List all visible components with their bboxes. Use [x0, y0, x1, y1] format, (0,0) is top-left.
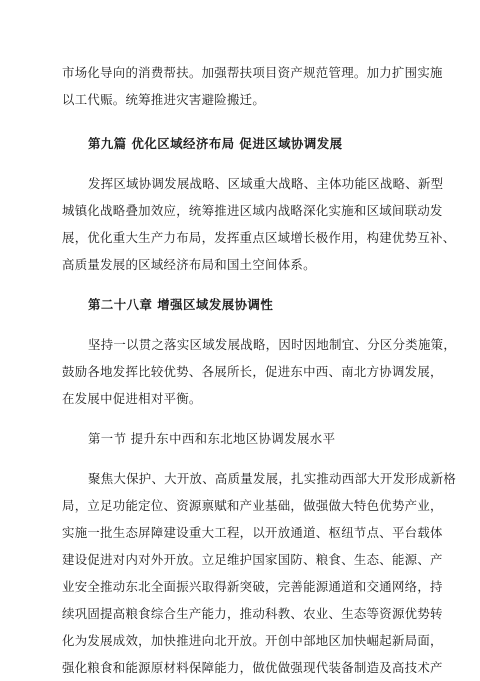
text-line: 化为发展成效，加快推进向北开放。开创中部地区加快崛起新局面， — [62, 633, 443, 648]
text-line: 业安全推动东北全面振兴取得新突破，完善能源通道和交通网络，持 — [62, 579, 443, 594]
intro-paragraph — [62, 59, 443, 113]
chapter-paragraph — [62, 331, 457, 412]
part-paragraph — [62, 170, 456, 278]
text-line: 聚焦大保护、大开放、高质量发展，扎实推动西部大开发形成新格 — [88, 471, 457, 486]
text-line: 强化粮食和能源原材料保障能力，做优做强现代装备制造及高技术产 — [62, 660, 443, 675]
part-heading: 第九篇 优化区域经济布局 促进区域协调发展 — [88, 136, 343, 151]
section-paragraph — [62, 465, 457, 681]
chapter-heading: 第二十八章 增强区域发展协调性 — [88, 297, 274, 312]
text-line: 续巩固提高粮食综合生产能力，推动科教、农业、生态等资源优势转 — [62, 606, 443, 621]
text-line: 展，优化重大生产力布局，发挥重点区域增长极作用，构建优势互补、 — [62, 230, 456, 245]
text-line: 市场化导向的消费帮扶。加强帮扶项目资产规范管理。加力扩围实施 — [62, 65, 443, 80]
text-line: 实施一批生态屏障建设重大工程，以开放通道、枢纽节点、平台载体 — [62, 525, 443, 540]
text-line: 发挥区域协调发展战略、区域重大战略、主体功能区战略、新型 — [88, 176, 444, 191]
text-line: 在发展中促进相对平衡。 — [62, 391, 202, 406]
text-line: 坚持一以贯之落实区域发展战略，因时因地制宜、分区分类施策， — [88, 337, 457, 352]
section-heading: 第一节 提升东中西和东北地区协调发展水平 — [88, 431, 336, 446]
text-line: 高质量发展的区域经济布局和国土空间体系。 — [62, 257, 316, 272]
text-line: 建设促进对内对外开放。立足维护国家国防、粮食、生态、能源、产 — [62, 552, 443, 567]
text-line: 以工代赈。统筹推进灾害避险搬迁。 — [62, 92, 266, 107]
text-line: 局，立足功能定位、资源禀赋和产业基础，做强做大特色优势产业， — [62, 498, 443, 513]
text-line: 城镇化战略叠加效应，统筹推进区域内战略深化实施和区域间联动发 — [62, 203, 443, 218]
text-line: 鼓励各地发挥比较优势、各展所长，促进东中西、南北方协调发展， — [62, 364, 443, 379]
